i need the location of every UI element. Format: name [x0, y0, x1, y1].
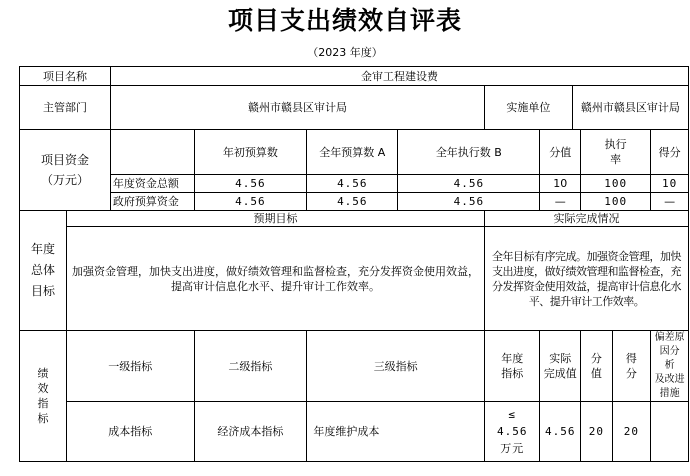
- indicator-score-header: 得 分: [612, 331, 651, 402]
- expected-objective-text: 加强资金管理，加快支出进度，做好绩效管理和监督检查，充分发挥资金使用效益，提高审计信息化水平、提升审计工作效率。: [67, 227, 485, 331]
- funds-label: 项目资金 （万元）: [20, 130, 111, 211]
- execution-rate-header: 执行 率: [581, 130, 651, 175]
- execution-header: 全年执行数 B: [398, 130, 540, 175]
- indicator-row: [20, 402, 689, 462]
- score-header: 得分: [651, 130, 689, 175]
- actual-value-cell: 4.56: [540, 402, 581, 462]
- level3-header: 三级指标: [307, 331, 485, 402]
- initial-budget-cell: 4.56: [194, 175, 307, 193]
- execution-cell: 4.56: [398, 193, 540, 211]
- funds-row-name: 政府预算资金: [110, 193, 194, 211]
- funds-row-name: 年度资金总额: [110, 175, 194, 193]
- actual-completion-text: 全年目标有序完成。加强资金管理，加快支出进度，做好绩效管理和监督检查，充分发挥资金使用效益，提高审计信息化水平、提升审计工作效率。: [485, 227, 689, 331]
- level1-header: 一级指标: [67, 331, 194, 402]
- deviation-header: 偏差原因分 析 及改进措施: [651, 331, 689, 402]
- annual-target-header: 年度 指标: [485, 331, 540, 402]
- level2-cell: 经济成本指标: [194, 402, 307, 462]
- initial-budget-cell: 4.56: [194, 193, 307, 211]
- objectives-label: 年度 总体 目标: [20, 211, 67, 331]
- level2-header: 二级指标: [194, 331, 307, 402]
- objectives-header-row: [20, 211, 689, 227]
- objectives-row: [20, 227, 689, 331]
- funds-header-row: [20, 130, 689, 175]
- score-cell: 10: [651, 175, 689, 193]
- project-name-label: 项目名称: [20, 67, 111, 86]
- annual-target-cell: ≤ 4.56 万元: [485, 402, 540, 462]
- annual-budget-cell: 4.56: [307, 193, 398, 211]
- funds-header-blank: [110, 130, 194, 175]
- annual-budget-cell: 4.56: [307, 175, 398, 193]
- expected-objective-header: 预期目标: [67, 211, 485, 227]
- indicators-label: 绩 效 指 标: [20, 331, 67, 462]
- department-row: [20, 86, 689, 130]
- annual-budget-header: 全年预算数 A: [307, 130, 398, 175]
- actual-value-header: 实际 完成值: [540, 331, 581, 402]
- indicators-header-row: [20, 331, 689, 402]
- deviation-cell: [651, 402, 689, 462]
- implementing-unit-label: 实施单位: [485, 86, 573, 130]
- score-weight-header: 分值: [540, 130, 581, 175]
- score-weight-cell: 10: [540, 175, 581, 193]
- project-name-row: [20, 67, 689, 86]
- year-note: （2023 年度）: [307, 46, 383, 59]
- actual-completion-header: 实际完成情况: [485, 211, 689, 227]
- department-value: 赣州市赣县区审计局: [110, 86, 484, 130]
- form-title: 项目支出绩效自评表: [227, 6, 462, 35]
- score-weight-cell: —: [540, 193, 581, 211]
- initial-budget-header: 年初预算数: [194, 130, 307, 175]
- execution-cell: 4.56: [398, 175, 540, 193]
- level3-cell: 年度维护成本: [307, 402, 485, 462]
- implementing-unit-value: 赣州市赣县区审计局: [572, 86, 688, 130]
- indicator-weight-cell: 20: [581, 402, 612, 462]
- project-name-value: 金审工程建设费: [110, 67, 688, 86]
- funds-row: [20, 193, 689, 211]
- execution-rate-cell: 100: [581, 193, 651, 211]
- department-label: 主管部门: [20, 86, 111, 130]
- indicator-weight-header: 分 值: [581, 331, 612, 402]
- execution-rate-cell: 100: [581, 175, 651, 193]
- level1-cell: 成本指标: [67, 402, 194, 462]
- score-cell: —: [651, 193, 689, 211]
- evaluation-table: [19, 66, 689, 462]
- funds-row: [20, 175, 689, 193]
- indicator-score-cell: 20: [612, 402, 651, 462]
